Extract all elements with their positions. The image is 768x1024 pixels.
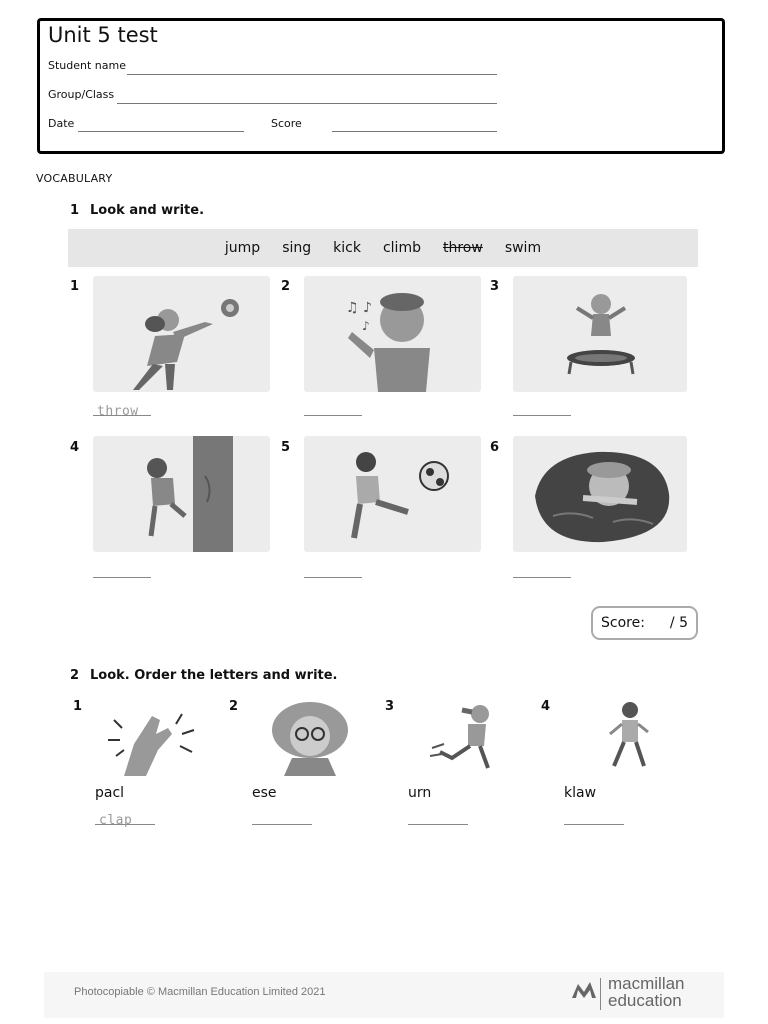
answer-text (408, 813, 412, 828)
scrambled-word: klaw (564, 785, 597, 801)
date-label: Date (48, 117, 75, 130)
word-bank-item: swim (504, 240, 542, 256)
student-name-field[interactable] (127, 74, 497, 75)
q1-item-number: 5 (281, 440, 291, 455)
q1-number: 1 (70, 203, 80, 218)
brand-name-line1: macmillan (608, 974, 685, 993)
header-box (37, 18, 725, 154)
hands-clapping-image (100, 700, 206, 776)
answer-text: throw (97, 404, 139, 419)
answer-text (252, 813, 256, 828)
svg-text:♪: ♪ (362, 319, 370, 333)
boy-walking-image (598, 700, 654, 770)
answer-field[interactable] (304, 400, 362, 416)
boy-kicking-ball-image (304, 436, 481, 552)
q2-item-number: 2 (229, 699, 239, 714)
answer-text (304, 566, 308, 581)
score-box (591, 606, 698, 640)
q1-heading (70, 203, 204, 218)
answer-text: clap (99, 813, 133, 828)
word-bank-item: sing (282, 240, 312, 256)
scrambled-word: pacl (95, 785, 125, 801)
date-field[interactable] (78, 131, 244, 132)
word-bank (68, 229, 698, 267)
logo-divider (600, 978, 601, 1010)
q1-item-number: 6 (490, 440, 500, 455)
brand-name-line2: education (608, 991, 682, 1010)
group-class-field[interactable] (117, 103, 497, 104)
score-label: Score (271, 117, 302, 130)
score-box-total: / 5 (669, 615, 688, 631)
scrambled-word: ese (252, 785, 277, 801)
girl-jumping-trampoline-image (513, 276, 687, 392)
answer-field[interactable] (93, 400, 151, 419)
section-title: VOCABULARY (36, 172, 113, 185)
macmillan-logo (572, 974, 697, 1012)
girl-throwing-ball-image (93, 276, 270, 392)
boy-singing-image (304, 276, 481, 392)
q2-item-number: 4 (541, 699, 551, 714)
answer-field[interactable] (95, 809, 155, 828)
answer-field[interactable] (513, 562, 571, 578)
answer-text (93, 566, 97, 581)
answer-field[interactable] (304, 562, 362, 578)
word-bank-item: climb (382, 240, 421, 256)
q2-item-number: 1 (73, 699, 83, 714)
q2-number: 2 (70, 668, 80, 683)
word-bank-item-struck: throw (442, 240, 483, 256)
girl-running-image (422, 700, 504, 772)
q1-item-number: 2 (281, 279, 291, 294)
answer-text (513, 566, 517, 581)
score-box-label: Score: (601, 615, 645, 631)
answer-text (304, 404, 308, 419)
page-title: Unit 5 test (48, 23, 158, 47)
woman-glasses-image (262, 700, 356, 776)
copyright-text: Photocopiable © Macmillan Education Limited 2021 (74, 986, 326, 998)
group-class-label: Group/Class (48, 88, 115, 101)
student-name-label: Student name (48, 59, 126, 72)
boy-climbing-tree-image (93, 436, 270, 552)
q1-item-number: 1 (70, 279, 80, 294)
q1-instruction: Look and write. (90, 203, 205, 218)
svg-text:♫ ♪: ♫ ♪ (346, 300, 372, 316)
scrambled-word: urn (408, 785, 432, 801)
answer-field[interactable] (564, 809, 624, 825)
answer-text (564, 813, 568, 828)
answer-field[interactable] (408, 809, 468, 825)
q2-item-number: 3 (385, 699, 395, 714)
answer-text (513, 404, 517, 419)
q1-item-number: 3 (490, 279, 500, 294)
answer-field[interactable] (252, 809, 312, 825)
macmillan-mark-icon (572, 980, 596, 1000)
answer-field[interactable] (513, 400, 571, 416)
q2-instruction: Look. Order the letters and write. (90, 668, 338, 683)
answer-field[interactable] (93, 562, 151, 578)
boy-swimming-image (513, 436, 687, 552)
q1-item-number: 4 (70, 440, 80, 455)
score-field[interactable] (332, 131, 497, 132)
word-bank-item: jump (224, 240, 261, 256)
q2-heading (70, 668, 338, 683)
word-bank-item: kick (333, 240, 361, 256)
